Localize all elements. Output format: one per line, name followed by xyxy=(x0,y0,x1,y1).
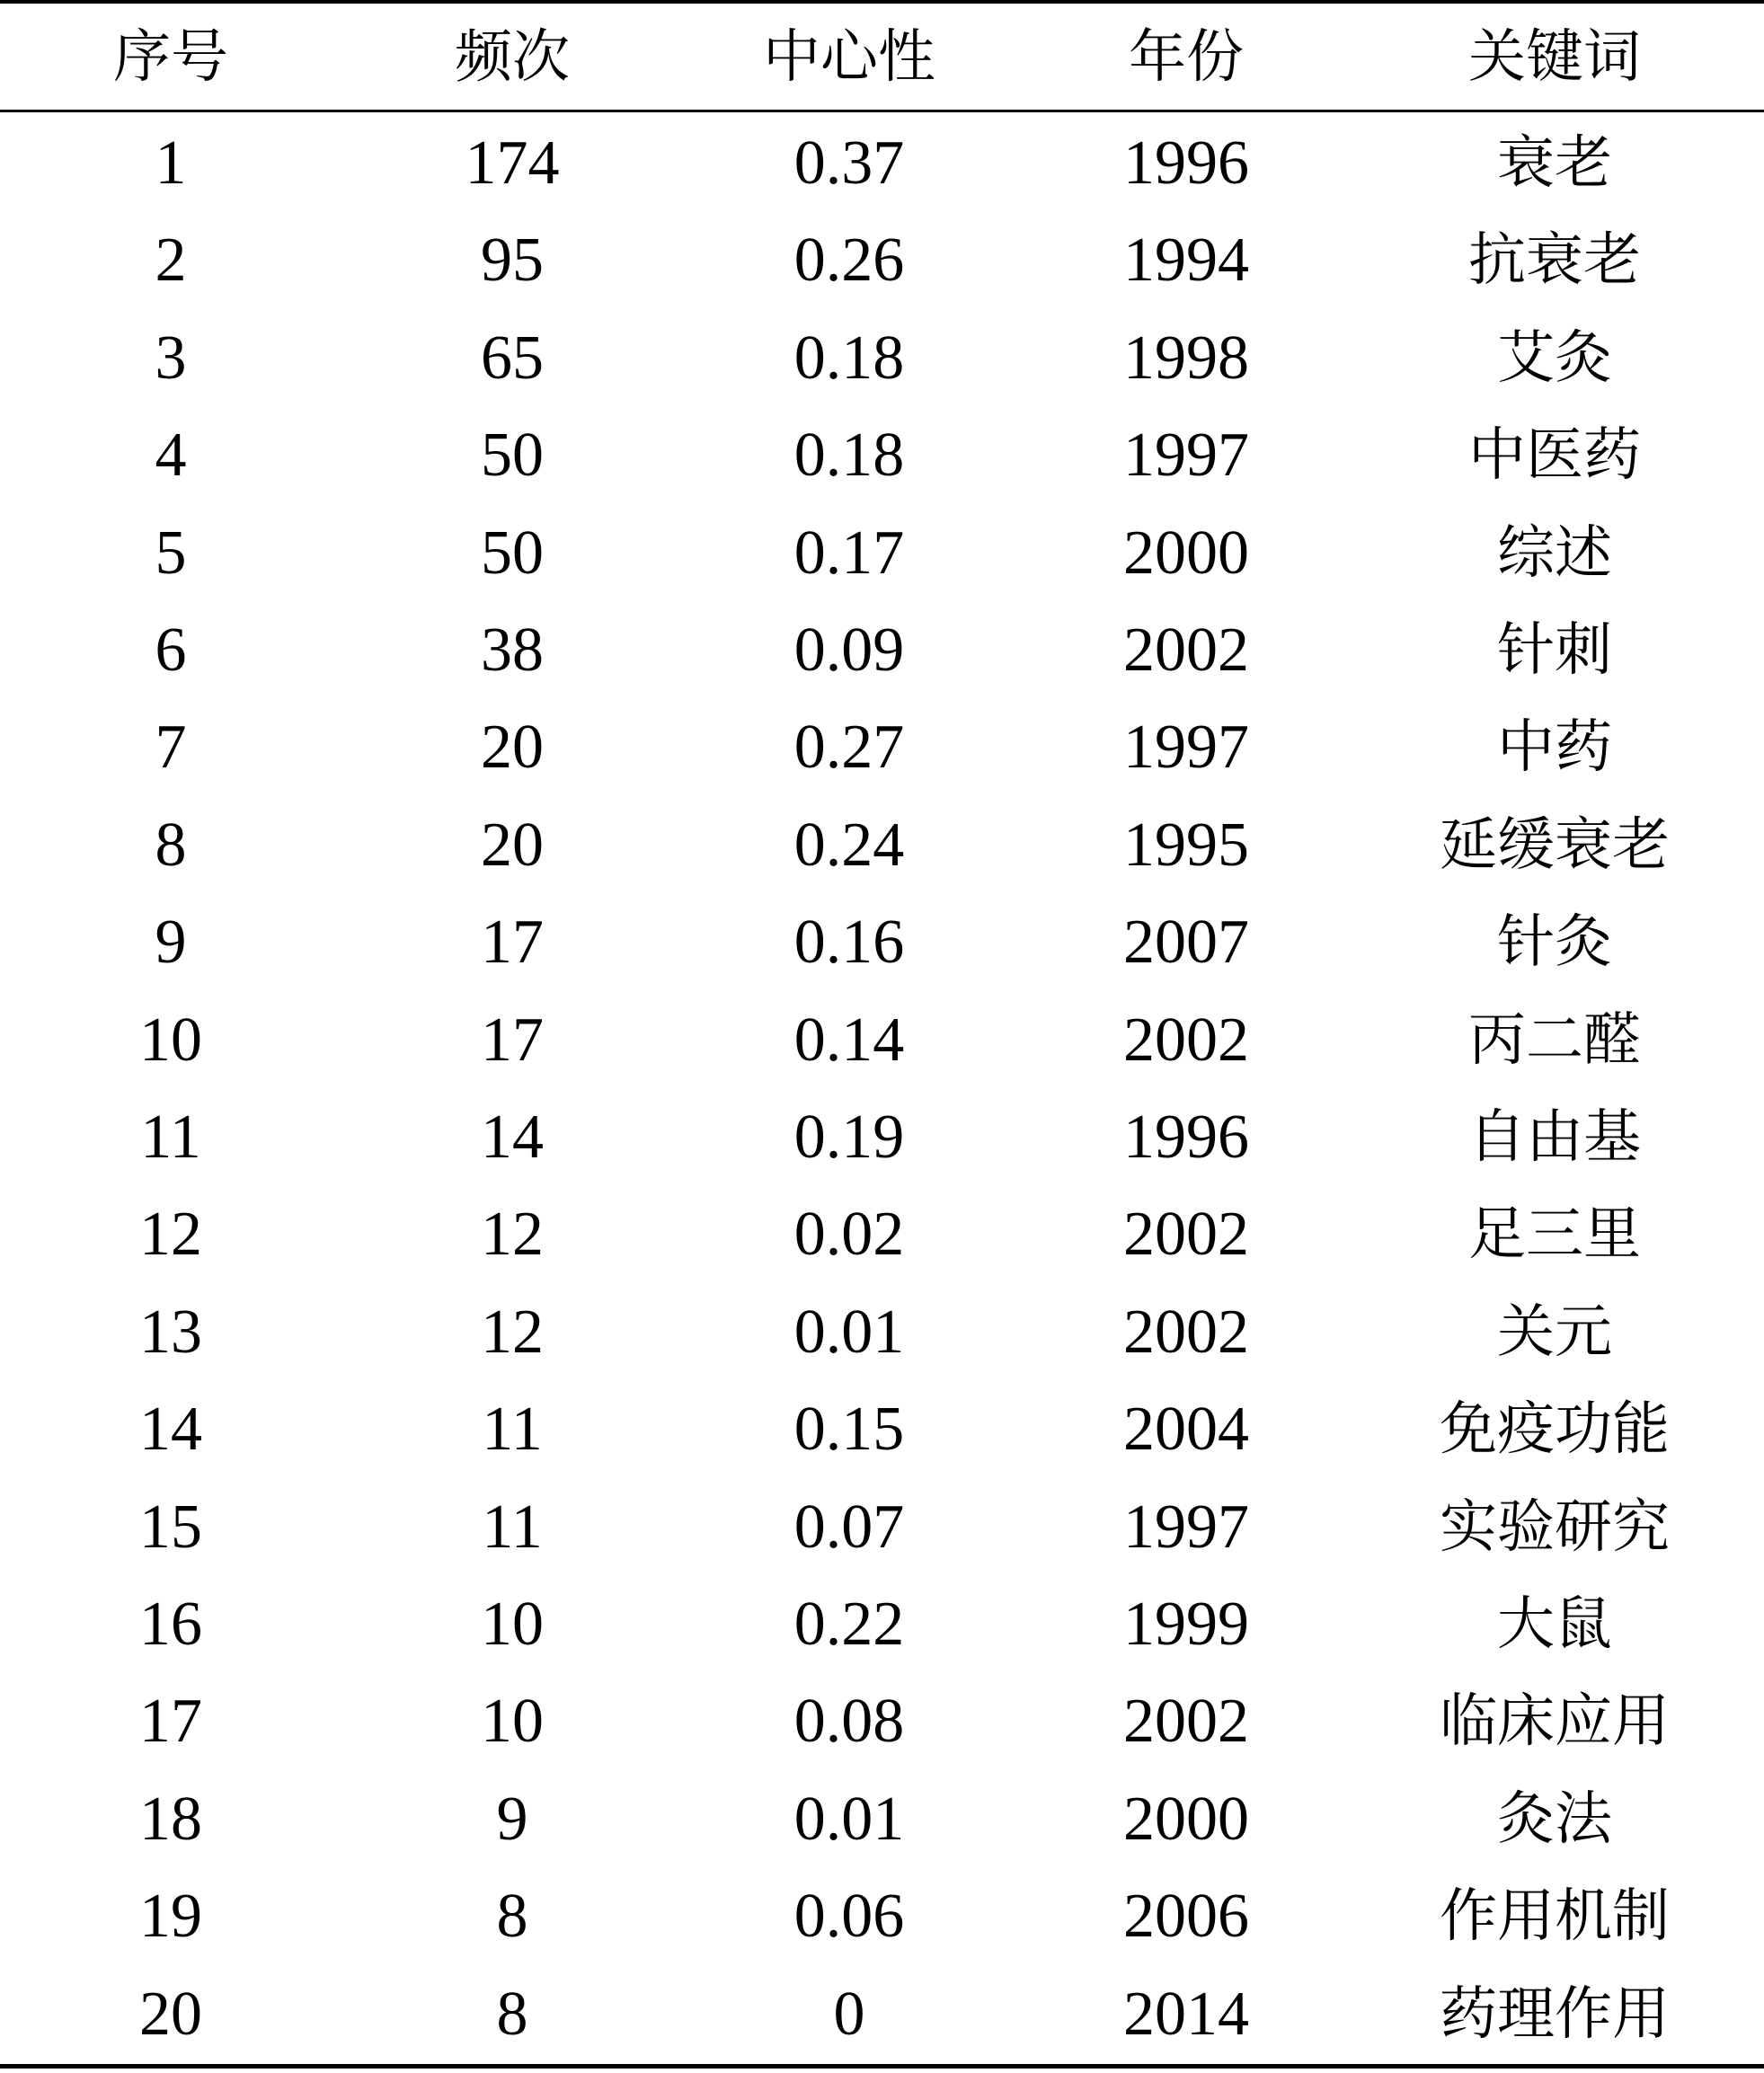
row-frequency: 95 xyxy=(481,226,544,296)
row-frequency: 9 xyxy=(496,1784,528,1854)
row-centrality: 0.02 xyxy=(793,1200,905,1270)
row-index: 11 xyxy=(140,1103,201,1172)
row-index: 18 xyxy=(139,1784,202,1854)
row-year: 2000 xyxy=(1123,1784,1249,1854)
row-year: 2004 xyxy=(1123,1395,1249,1465)
row-index: 16 xyxy=(139,1590,202,1659)
row-keyword: 自由基 xyxy=(1468,1104,1641,1171)
row-centrality: 0 xyxy=(833,1979,865,2049)
row-frequency: 8 xyxy=(496,1979,528,2049)
row-frequency: 12 xyxy=(481,1297,544,1367)
table-row xyxy=(0,407,1764,504)
row-frequency: 14 xyxy=(481,1103,544,1172)
row-year: 1997 xyxy=(1123,1492,1249,1562)
row-centrality: 0.01 xyxy=(793,1297,905,1367)
table-row xyxy=(0,1673,1764,1770)
row-keyword: 抗衰老 xyxy=(1468,227,1641,295)
table-header-row xyxy=(0,9,1764,106)
row-index: 13 xyxy=(139,1297,202,1367)
row-centrality: 0.27 xyxy=(793,713,905,783)
table-bottom-rule xyxy=(0,2064,1764,2069)
header-year: 年份 xyxy=(1129,24,1244,91)
row-year: 1997 xyxy=(1123,713,1249,783)
row-centrality: 0.24 xyxy=(793,810,905,880)
row-centrality: 0.09 xyxy=(793,616,905,685)
row-year: 2007 xyxy=(1123,908,1249,978)
row-index: 17 xyxy=(139,1687,202,1757)
row-index: 20 xyxy=(139,1979,202,2049)
row-keyword: 中药 xyxy=(1497,714,1612,782)
row-centrality: 0.01 xyxy=(793,1784,905,1854)
row-frequency: 50 xyxy=(481,518,544,588)
table-row xyxy=(0,1868,1764,1965)
header-index: 序号 xyxy=(113,24,228,91)
table-row xyxy=(0,1479,1764,1576)
row-centrality: 0.06 xyxy=(793,1882,905,1952)
table-row xyxy=(0,1186,1764,1283)
row-index: 10 xyxy=(139,1005,202,1075)
row-index: 12 xyxy=(139,1200,202,1270)
row-keyword: 免疫功能 xyxy=(1440,1396,1670,1464)
header-keyword: 关键词 xyxy=(1468,24,1641,91)
row-keyword: 针刺 xyxy=(1497,617,1612,684)
row-keyword: 延缓衰老 xyxy=(1440,811,1670,879)
row-frequency: 17 xyxy=(481,1005,544,1075)
table-row xyxy=(0,310,1764,407)
row-year: 1997 xyxy=(1123,421,1249,491)
header-frequency: 频次 xyxy=(455,24,570,91)
row-index: 5 xyxy=(155,518,187,588)
table-row xyxy=(0,1966,1764,2063)
row-year: 2000 xyxy=(1123,518,1249,588)
header-centrality: 中心性 xyxy=(763,24,935,91)
row-centrality: 0.18 xyxy=(793,421,905,491)
row-year: 1999 xyxy=(1123,1590,1249,1659)
row-frequency: 174 xyxy=(465,128,560,198)
table-row xyxy=(0,1284,1764,1381)
table-row xyxy=(0,505,1764,602)
row-year: 2006 xyxy=(1123,1882,1249,1952)
row-centrality: 0.22 xyxy=(793,1590,905,1659)
row-index: 1 xyxy=(155,128,187,198)
row-frequency: 10 xyxy=(481,1590,544,1659)
row-centrality: 0.16 xyxy=(793,908,905,978)
row-centrality: 0.37 xyxy=(793,128,905,198)
table-row xyxy=(0,699,1764,796)
row-keyword: 针灸 xyxy=(1497,909,1612,977)
row-keyword: 衰老 xyxy=(1497,130,1612,197)
row-keyword: 丙二醛 xyxy=(1468,1006,1641,1074)
table-row xyxy=(0,212,1764,309)
row-frequency: 65 xyxy=(481,323,544,393)
row-index: 8 xyxy=(155,810,187,880)
row-centrality: 0.26 xyxy=(793,226,905,296)
row-keyword: 临床应用 xyxy=(1440,1688,1670,1756)
row-index: 7 xyxy=(155,713,187,783)
row-keyword: 作用机制 xyxy=(1440,1883,1670,1951)
row-index: 4 xyxy=(155,421,187,491)
row-keyword: 药理作用 xyxy=(1440,1980,1670,2048)
row-frequency: 38 xyxy=(481,616,544,685)
table-top-rule xyxy=(0,0,1764,4)
row-index: 14 xyxy=(139,1395,202,1465)
row-keyword: 关元 xyxy=(1497,1298,1612,1366)
row-frequency: 50 xyxy=(481,421,544,491)
row-index: 9 xyxy=(155,908,187,978)
row-year: 1996 xyxy=(1123,1103,1249,1172)
table-row xyxy=(0,115,1764,212)
row-year: 2002 xyxy=(1123,616,1249,685)
table-row xyxy=(0,1576,1764,1673)
row-frequency: 11 xyxy=(482,1492,543,1562)
row-frequency: 20 xyxy=(481,713,544,783)
row-keyword: 足三里 xyxy=(1468,1201,1641,1269)
row-keyword: 综述 xyxy=(1497,519,1612,587)
row-index: 6 xyxy=(155,616,187,685)
row-centrality: 0.14 xyxy=(793,1005,905,1075)
row-keyword: 实验研究 xyxy=(1440,1493,1670,1561)
table-row xyxy=(0,797,1764,894)
row-keyword: 中医药 xyxy=(1468,422,1641,490)
row-year: 1996 xyxy=(1123,128,1249,198)
row-year: 2002 xyxy=(1123,1297,1249,1367)
row-keyword: 大鼠 xyxy=(1497,1591,1612,1658)
row-year: 1995 xyxy=(1123,810,1249,880)
row-centrality: 0.07 xyxy=(793,1492,905,1562)
row-centrality: 0.19 xyxy=(793,1103,905,1172)
row-index: 2 xyxy=(155,226,187,296)
table-row xyxy=(0,992,1764,1089)
row-year: 2014 xyxy=(1123,1979,1249,2049)
row-centrality: 0.18 xyxy=(793,323,905,393)
row-frequency: 12 xyxy=(481,1200,544,1270)
row-year: 2002 xyxy=(1123,1200,1249,1270)
row-frequency: 20 xyxy=(481,810,544,880)
row-keyword: 艾灸 xyxy=(1497,324,1612,392)
row-frequency: 10 xyxy=(481,1687,544,1757)
table-row xyxy=(0,894,1764,991)
row-frequency: 11 xyxy=(482,1395,543,1465)
row-frequency: 8 xyxy=(496,1882,528,1952)
row-year: 2002 xyxy=(1123,1687,1249,1757)
row-year: 1998 xyxy=(1123,323,1249,393)
row-keyword: 灸法 xyxy=(1497,1785,1612,1853)
row-centrality: 0.08 xyxy=(793,1687,905,1757)
row-centrality: 0.17 xyxy=(793,518,905,588)
table-row xyxy=(0,1771,1764,1868)
row-year: 1994 xyxy=(1123,226,1249,296)
table-row xyxy=(0,1089,1764,1186)
table-row xyxy=(0,1381,1764,1478)
row-index: 3 xyxy=(155,323,187,393)
row-year: 2002 xyxy=(1123,1005,1249,1075)
row-index: 19 xyxy=(139,1882,202,1952)
table-header-rule xyxy=(0,110,1764,112)
row-index: 15 xyxy=(139,1492,202,1562)
row-centrality: 0.15 xyxy=(793,1395,905,1465)
table-row xyxy=(0,602,1764,699)
row-frequency: 17 xyxy=(481,908,544,978)
